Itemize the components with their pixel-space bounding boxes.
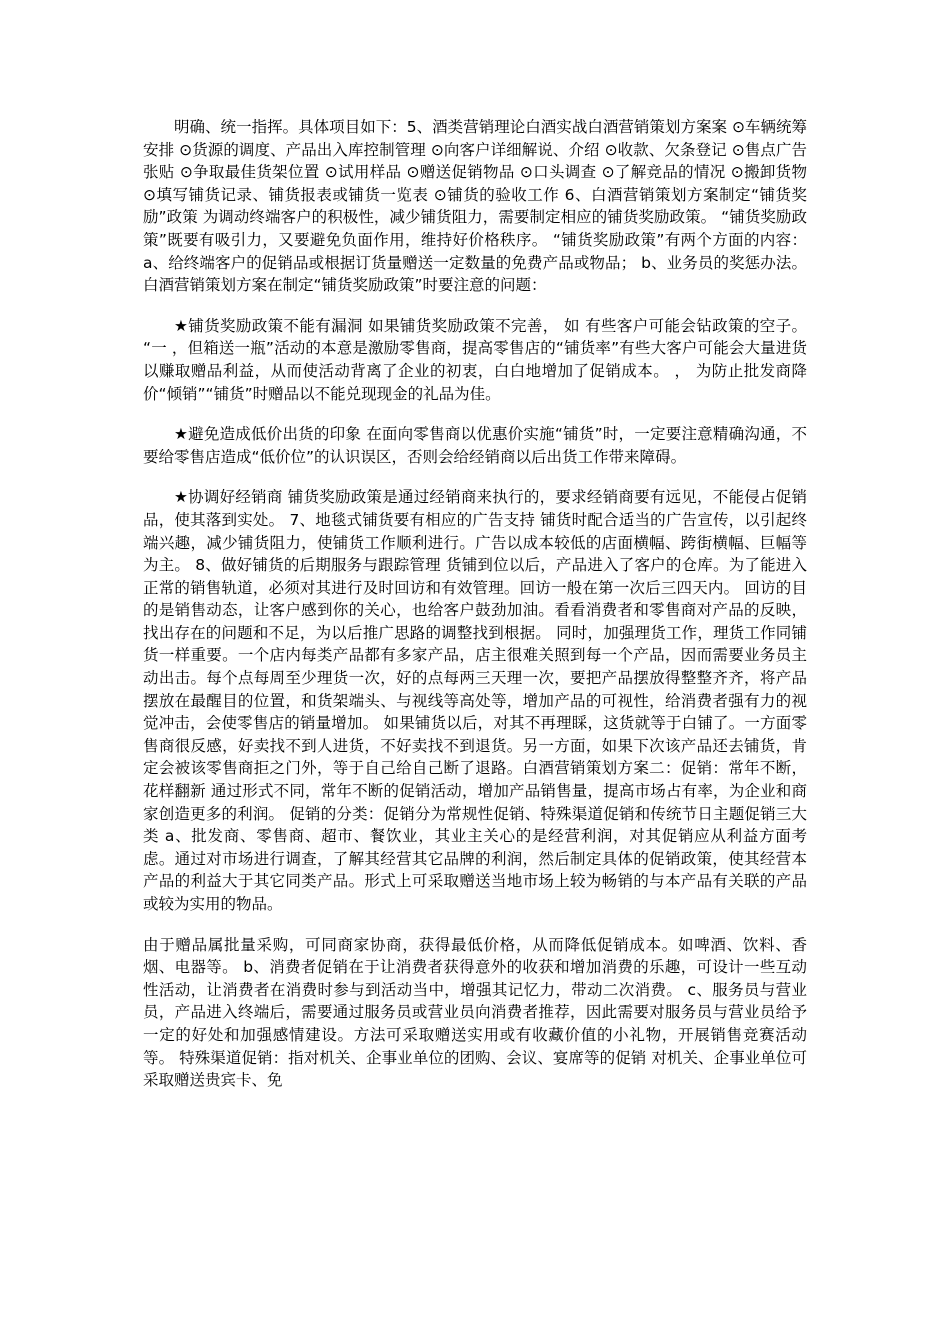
paragraph-3: ★避免造成低价出货的印象 在面向零售商以优惠价实施“铺货”时，一定要注意精确沟通，不要给零售店造成“低价位”的认识误区，否则会给经销商以后出货工作带来障碍。 — [143, 425, 807, 466]
paragraph-5: 由于赠品属批量采购，可同商家协商，获得最低价格，从而降低促销成本。如啤酒、饮料、香烟、电器等。 b、消费者促销在于让消费者获得意外的收获和增加消费的乐趣，可设计一些互动性活动，让消费者在消费时参与到活动当中，增强其记忆力，带动二次消费。 c、服务员与营业员，产品进入终端后，需要通过服务员或营业员向消费者推荐，因此需要对服务员与营业员给予一定的好处和加强感情建设。方法可采取赠送实用或有收藏价值的小礼物，开展销售竞赛活动等。 特殊渠道促销：指对机关、企事业单位的团购、会议、宴席等的促销 对机关、企事业单位可采取赠送贵宾卡、免 — [143, 935, 807, 1090]
paragraph-gap — [143, 405, 807, 423]
paragraph-4: ★协调好经销商 铺货奖励政策是通过经销商来执行的，要求经销商要有远见，不能侵占促销品，使其落到实处。 7、地毯式铺货要有相应的广告支持 铺货时配合适当的广告宣传，以引起终端兴趣，减少铺货阻力，使铺货工作顺利进行。广告以成本较低的店面横幅、跨街横幅、巨幅等为主。 8、做好铺货的后期服务与跟踪管理 货铺到位以后，产品进入了客户的仓库。为了能进入正常的销售轨道，必须对其进行及时回访和有效管理。回访一般在第一次后三四天内。 回访的目的是销售动态，让客户感到你的关心，也给客户鼓劲加油。看看消费者和零售商对产品的反映，找出存在的问题和不足，为以后推广思路的调整找到根据。 同时，加强理货工作，理货工作同铺货一样重要。一个店内每类产品都有多家产品，店主很难关照到每一个产品，因而需要业务员主动出击。每个点每周至少理货一次，好的点每两三天理一次，要把产品摆放得整整齐齐，将产品摆放在最醒目的位置，和货架端头、与视线等高处等，增加产品的可视性，给消费者强有力的视觉冲击，会使零售店的销量增加。 如果铺货以后，对其不再理睬，这货就等于白铺了。一方面零售商很反感，好卖找不到人进货，不好卖找不到退货。另一方面，如果下次该产品还去铺货，肯定会被该零售商拒之门外，等于自己给自己断了退路。白酒营销策划方案二：促销：常年不断，花样翻新 通过形式不同，常年不断的促销活动，增加产品销售量，提高市场占有率，为企业和商家创造更多的利润。 促销的分类：促销分为常规性促销、特殊渠道促销和传统节日主题促销三大类 a、批发商、零售商、超市、餐饮业，其业主关心的是经营利润，对其促销应从利益方面考虑。通过对市场进行调查，了解其经营其它品牌的利润，然后制定具体的促销政策，使其经营本产品的利益大于其它同类产品。形式上可采取赠送当地市场上较为畅销的与本产品有关联的产品或较为实用的物品。 — [143, 488, 807, 913]
paragraph-1: 明确、统一指挥。具体项目如下：5、酒类营销理论白酒实战白酒营销策划方案案 ⊙车辆统筹安排 ⊙货源的调度、产品出入库控制管理 ⊙向客户详细解说、介绍 ⊙收款、欠条登记 ⊙售点广告张贴 ⊙争取最佳货架位置 ⊙试用样品 ⊙赠送促销物品 ⊙口头调查 ⊙了解竞品的情况 ⊙搬卸货物 ⊙填写铺货记录、铺货报表或铺货一览表 ⊙铺货的验收工作 6、白酒营销策划方案制定“铺货奖励”政策 为调动终端客户的积极性，减少铺货阻力，需要制定相应的铺货奖励政策。 “铺货奖励政策”既要有吸引力，又要避免负面作用，维持好价格秩序。 “铺货奖励政策”有两个方面的内容： a、给终端客户的促销品或根据订货量赠送一定数量的免费产品或物品； b、业务员的奖惩办法。 白酒营销策划方案在制定“铺货奖励政策”时要注意的问题： — [143, 118, 812, 295]
paragraph-2: ★铺货奖励政策不能有漏洞 如果铺货奖励政策不完善， 如 有些客户可能会钻政策的空子。 “一 ，但箱送一瓶”活动的本意是激励零售商，提高零售店的“铺货率”有些大客户可能会大量进货以赚取赠品利益，从而使活动背离了企业的初衷，白白地增加了促销成本。 ， 为防止批发商降价“倾销”“铺货”时赠品以不能兑现现金的礼品为佳。 — [143, 316, 812, 403]
paragraph-gap — [143, 297, 807, 315]
paragraph-gap — [143, 916, 807, 934]
paragraph-gap — [143, 468, 807, 486]
document-page — [143, 116, 812, 1092]
